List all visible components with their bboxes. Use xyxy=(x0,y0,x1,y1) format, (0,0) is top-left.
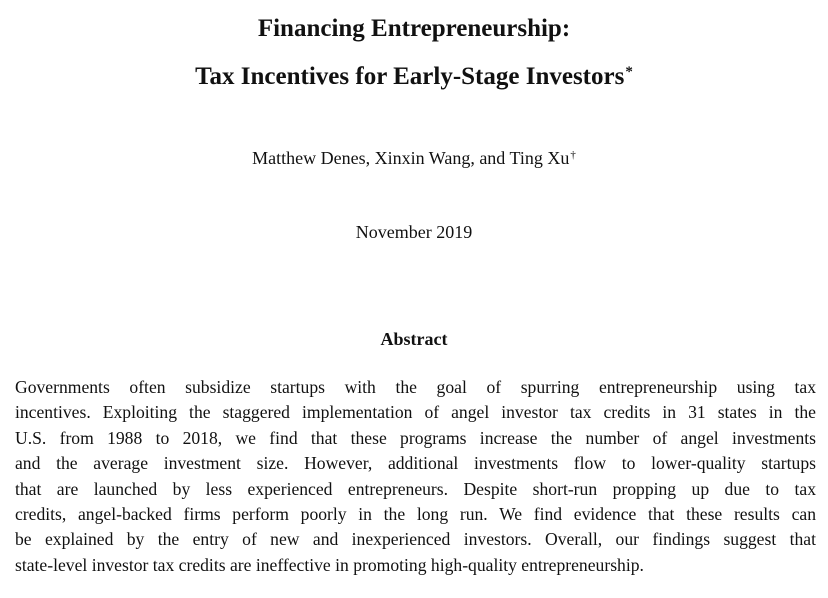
abstract-line: that are launched by less experienced entrepreneurs. Despite short-run propping up due to tax xyxy=(15,478,816,499)
abstract-line: incentives. Exploiting the staggered implementation of angel investor tax credits in 31 states in the xyxy=(15,402,816,423)
paper-title-line-2 xyxy=(0,62,828,92)
paper-title-line-1-text: Financing Entrepreneurship: xyxy=(257,15,571,42)
abstract-line: be explained by the entry of new and inexperienced investors. Overall, our findings suggest that xyxy=(15,529,816,550)
author-footnote-mark: † xyxy=(570,149,576,161)
paper-title-line-1 xyxy=(0,14,828,44)
abstract-line: credits, angel-backed firms perform poorly in the long run. We find evidence that these results can xyxy=(15,503,816,524)
abstract-body xyxy=(15,375,816,578)
abstract-line: U.S. from 1988 to 2018, we find that these programs increase the number of angel investments xyxy=(15,427,816,448)
publication-date: November 2019 xyxy=(355,222,473,242)
abstract-line: state-level investor tax credits are ineffective in promoting high-quality entrepreneurship. xyxy=(15,554,644,575)
author-names: Matthew Denes, Xinxin Wang, and Ting Xu xyxy=(252,148,570,168)
abstract-line: and the average investment size. However, additional investments flow to lower-quality startups xyxy=(15,453,816,474)
abstract-line: Governments often subsidize startups with the goal of spurring entrepreneurship using tax xyxy=(15,377,816,397)
abstract-heading: Abstract xyxy=(380,329,448,349)
author-list xyxy=(0,146,828,170)
title-footnote-mark: * xyxy=(625,64,633,80)
paper-title-line-2-text: Tax Incentives for Early-Stage Investors xyxy=(195,63,625,90)
